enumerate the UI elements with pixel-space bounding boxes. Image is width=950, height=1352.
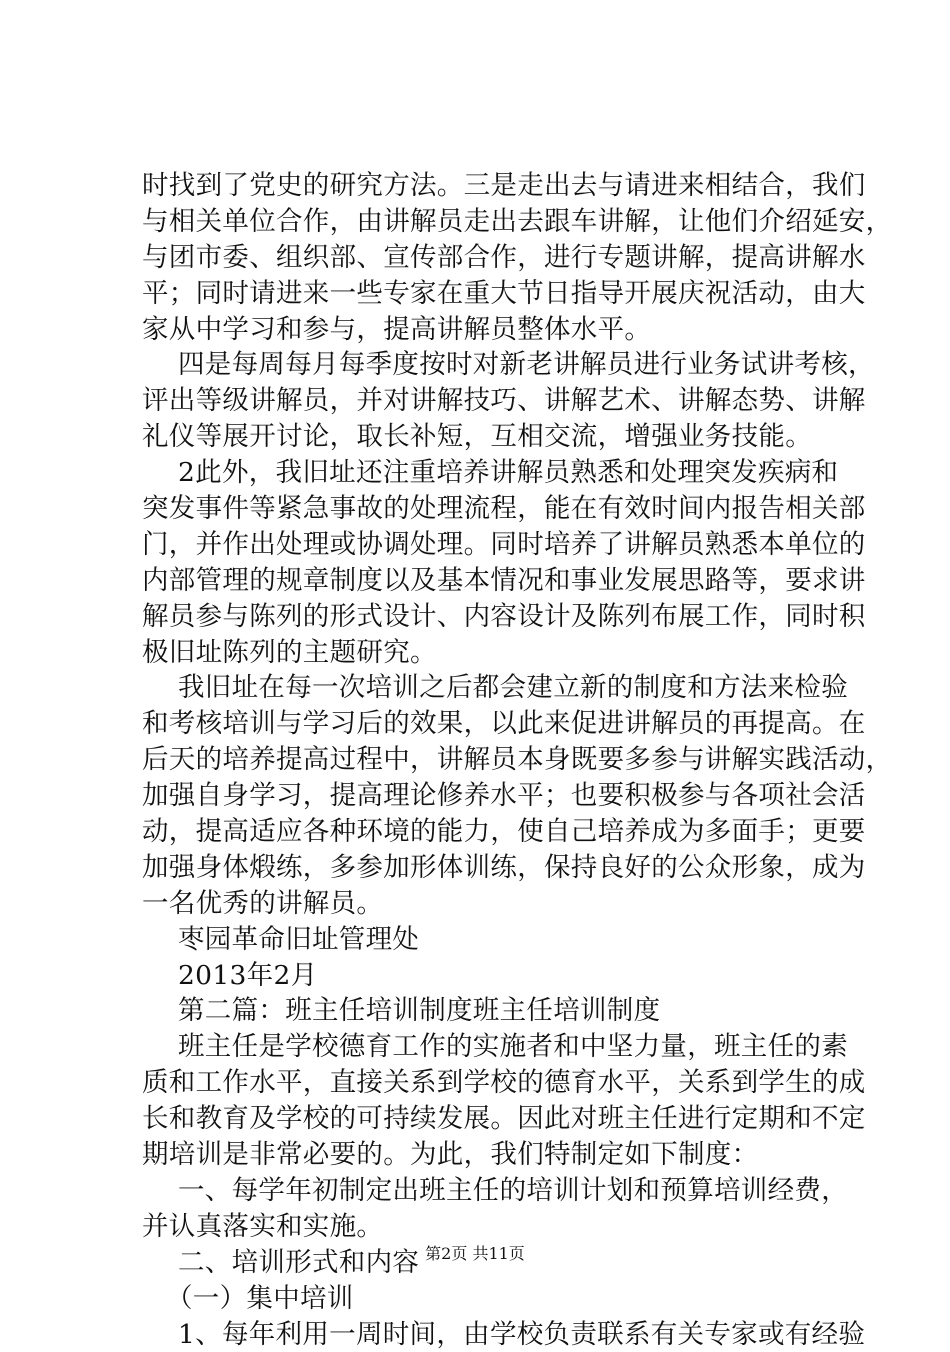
text-line: 我旧址在每一次培训之后都会建立新的制度和方法来检验 [142,670,842,706]
text-line: 质和工作水平，直接关系到学校的德育水平，关系到学生的成 [142,1065,842,1101]
text-line: 与相关单位合作，由讲解员走出去跟车讲解，让他们介绍延安， [142,204,842,240]
text-line: 四是每周每月每季度按时对新老讲解员进行业务试讲考核， [142,347,842,383]
text-line: 礼仪等展开讨论，取长补短，互相交流，增强业务技能。 [142,419,842,455]
document-body [142,168,842,1352]
text-line: 门，并作出处理或协调处理。同时培养了讲解员熟悉本单位的 [142,527,842,563]
text-line: 和考核培训与学习后的效果，以此来促进讲解员的再提高。在 [142,706,842,742]
text-line: 与团市委、组织部、宣传部合作，进行专题讲解，提高讲解水 [142,240,842,276]
text-line: 并认真落实和实施。 [142,1209,842,1245]
text-line: 一名优秀的讲解员。 [142,886,842,922]
signature-organization: 枣园革命旧址管理处 [142,922,842,958]
text-line: 长和教育及学校的可持续发展。因此对班主任进行定期和不定 [142,1101,842,1137]
text-line: 解员参与陈列的形式设计、内容设计及陈列布展工作，同时积 [142,599,842,635]
text-line: 平；同时请进来一些专家在重大节日指导开展庆祝活动，由大 [142,276,842,312]
page-number-footer: 第2页 共11页 [0,1244,950,1264]
text-line: 评出等级讲解员，并对讲解技巧、讲解艺术、讲解态势、讲解 [142,383,842,419]
text-line: 一、每学年初制定出班主任的培训计划和预算培训经费， [142,1173,842,1209]
text-line: 家从中学习和参与，提高讲解员整体水平。 [142,312,842,348]
text-line: 2此外，我旧址还注重培养讲解员熟悉和处理突发疾病和 [142,455,842,491]
text-line: 极旧址陈列的主题研究。 [142,635,842,671]
text-line: 加强自身学习，提高理论修养水平；也要积极参与各项社会活 [142,778,842,814]
subsection-heading: （一）集中培训 [142,1281,842,1317]
text-line: 班主任是学校德育工作的实施者和中坚力量，班主任的素 [142,1029,842,1065]
text-line: 后天的培养提高过程中，讲解员本身既要多参与讲解实践活动， [142,742,842,778]
section-heading: 第二篇：班主任培训制度班主任培训制度 [142,993,842,1029]
text-line: 时找到了党史的研究方法。三是走出去与请进来相结合，我们 [142,168,842,204]
signature-date: 2013年2月 [142,958,842,994]
text-line: 突发事件等紧急事故的处理流程，能在有效时间内报告相关部 [142,491,842,527]
subsection-heading: 二、培训形式和内容 [142,1245,842,1281]
text-line: 加强身体煅练，多参加形体训练，保持良好的公众形象，成为 [142,850,842,886]
text-line: 内部管理的规章制度以及基本情况和事业发展思路等，要求讲 [142,563,842,599]
text-line: 期培训是非常必要的。为此，我们特制定如下制度： [142,1137,842,1173]
text-line: 动，提高适应各种环境的能力，使自己培养成为多面手；更要 [142,814,842,850]
text-line: 1、每年利用一周时间，由学校负责联系有关专家或有经验 [142,1317,842,1352]
